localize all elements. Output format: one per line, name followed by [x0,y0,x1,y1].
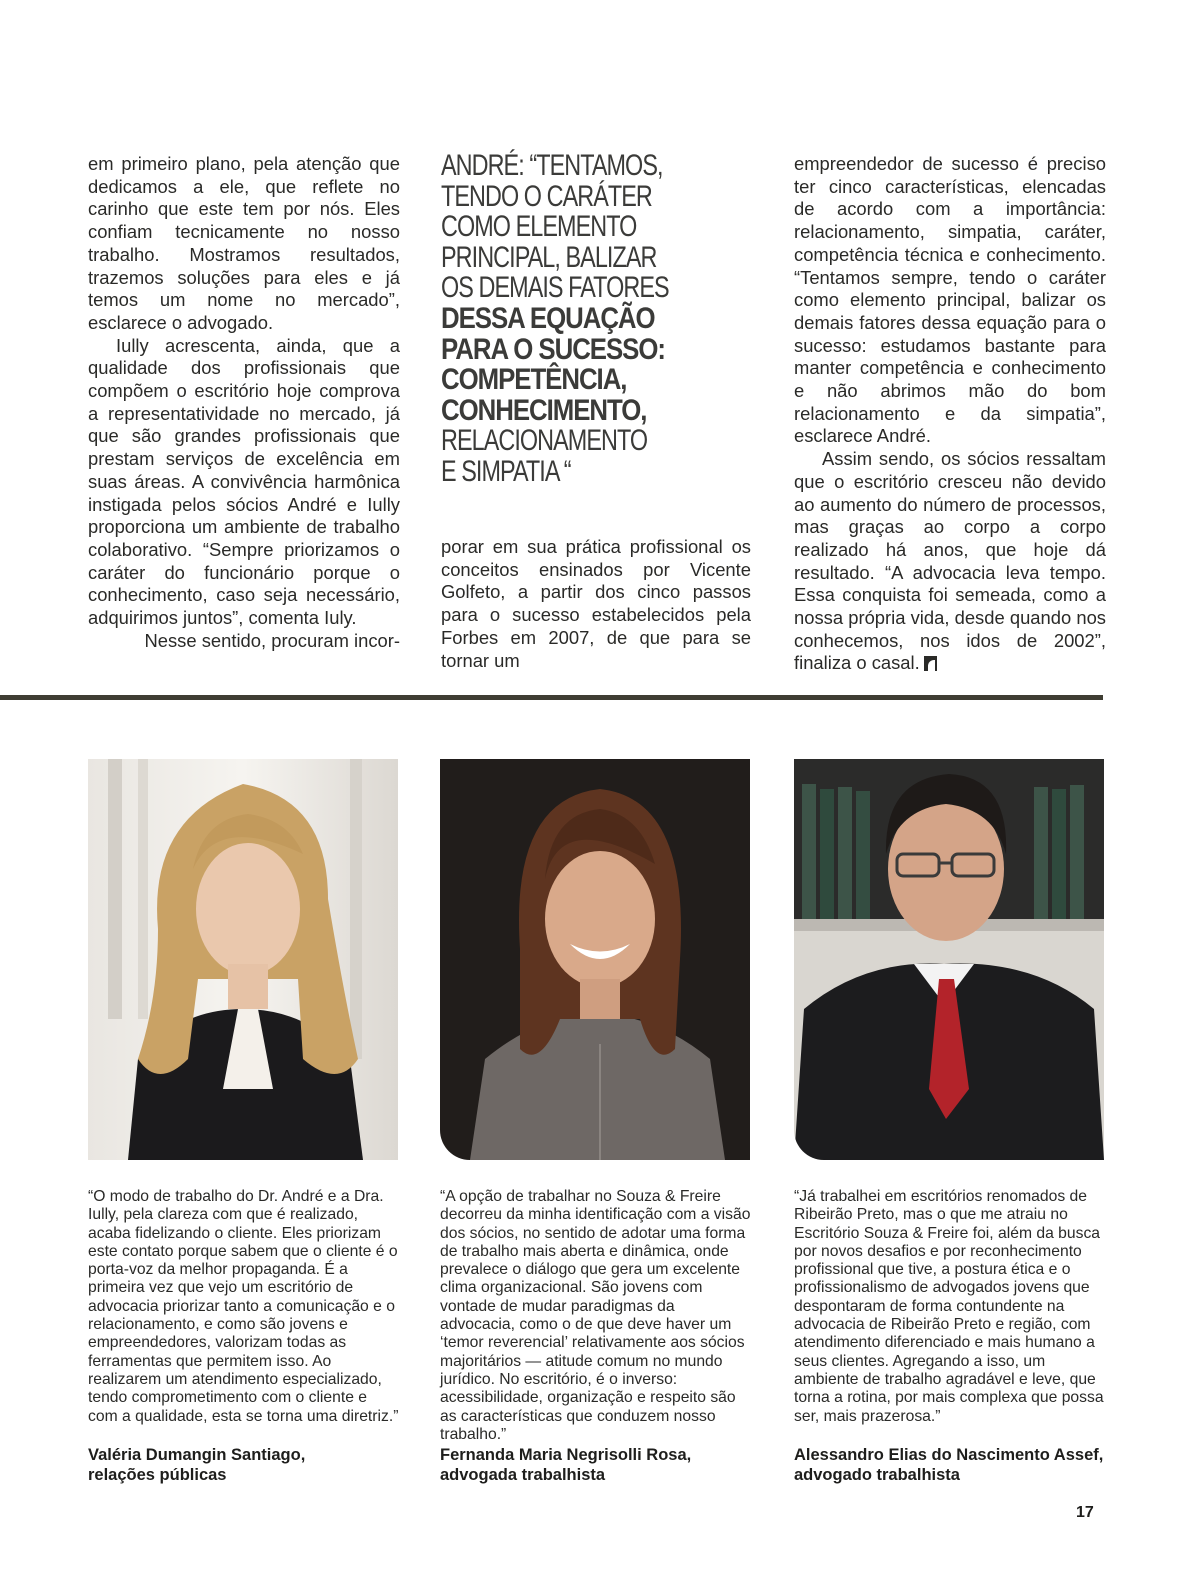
person-role: advogada trabalhista [440,1465,606,1484]
pull-quote-line-bold: COMPETÊNCIA, [441,363,627,397]
pull-quote-line: PRINCIPAL, BALIZAR [441,240,657,274]
paragraph: empreendedor de sucesso é preciso ter cinco características, elencadas de acordo com a importância: relacionamento, simpatia, caráter, competência técnica e conhecimento. “Tentamos sempre, tendo o caráter como elemento principal, balizar os demais fatores dessa equação para o sucesso: estudamos bastante para manter competência e conhecimento e não abrimos mão do bom relacionamento e da simpatia”, esclarece André. [794,153,1106,447]
article-column-1 [88,153,400,652]
portrait-photo-fernanda [440,759,750,1160]
pull-quote-line: E SIMPATIA “ [441,454,571,488]
page-number: 17 [1076,1504,1094,1521]
person-role: relações públicas [88,1465,227,1484]
paragraph-text: Assim sendo, os sócios ressaltam que o escritório cresceu não devido ao aumento do número de processos, mas graças ao corpo a corpo realizado há anos, que hoje dá resultado. “A advocacia leva tempo. Essa conquista foi semeada, como a nossa própria vida, desde quando nos conhecemos, nos idos de 2002”, finaliza o casal. [794,448,1106,674]
pull-quote-line: OS DEMAIS FATORES [441,271,669,305]
person-name: Valéria Dumangin Santiago, [88,1446,306,1464]
pull-quote-line: COMO ELEMENTO [441,210,637,244]
article-column-3 [794,153,1106,675]
person-name: Fernanda Maria Negrisolli Rosa, [440,1446,692,1464]
pull-quote-line-bold: CONHECIMENTO, [441,393,647,427]
pull-quote-line-bold: PARA O SUCESSO: [441,332,665,366]
portrait-photo-valeria [88,759,398,1160]
paragraph: Iully acrescenta, ainda, que a qualidade dos profissionais que compõem o escritório hoje comprova a representatividade no mercado, já que são grandes profissionais que prestam serviços de excelência em suas áreas. A convivência harmônica instigada pelos sócios André e Iully proporciona um ambiente de trabalho colaborativo. “Sempre priorizamos o caráter do funcionário porque o conhecimento, caso seja necessário, adquirimos juntos”, comenta Iuly. [88,334,400,629]
article-column-2 [441,536,751,672]
person-role: advogado trabalhista [794,1465,960,1484]
testimonial-quote: “A opção de trabalhar no Souza & Freire decorreu da minha identificação com a visão dos sócios, no sentido de adotar uma forma de trabalho mais aberta e dinâmica, onde prevalece o diálogo que gera um excelente clima organizacional. São jovens com vontade de mudar paradigmas da advocacia, como o de que deve haver um ‘temor reverencial’ relativamente aos sócios majoritários — atitude comum no mundo jurídico. No escritório, é o inverso: acessibilidade, organização e respeito são as características que conduzem nosso trabalho.” [440,1188,751,1443]
pull-quote [441,151,761,488]
testimonial-signature [88,1446,418,1485]
paragraph: em primeiro plano, pela atenção que dedicamos a ele, que reflete no carinho que este tem por nós. Eles confiam tecnicamente no nosso trabalho. Mostramos resultados, trazemos soluções para eles e já temos um nome no mercado”, esclarece o advogado. [88,153,400,333]
person-name: Alessandro Elias do Nascimento Assef, [794,1446,1104,1464]
pull-quote-line: TENDO O CARÁTER [441,179,652,213]
end-of-article-icon [924,656,937,671]
testimonial-quote: “O modo de trabalho do Dr. André e a Dra. Iully, pela clareza com que é realizado, acaba fidelizando o cliente. Eles priorizam este contato porque sabem que o cliente é o porta-voz da melhor propaganda. É a primeira vez que vejo um escritório de advocacia priorizar tanto a comunicação e o relacionamento, e como são jovens e empreendedores, valorizam todas as ferramentas que permitem isso. Ao realizarem um atendimento especializado, tendo comprometimento com o cliente e com a qualidade, esta se torna uma diretriz.” [88,1188,399,1425]
testimonial-quote: “Já trabalhei em escritórios renomados de Ribeirão Preto, mas o que me atraiu no Escritório Souza & Freire foi, além da busca por novos desafios e por reconhecimento profissional que tive, a postura ética e o profissionalismo de advogados jovens que despontaram de forma contundente na advocacia de Ribeirão Preto e região, com atendimento diferenciado e mais humano a seus clientes. Agregando a isso, um ambiente de trabalho agradável e leve, que torna a rotina, por mais complexa que possa ser, mais prazerosa.” [794,1188,1104,1425]
paragraph [794,448,1106,675]
pull-quote-line-bold: DESSA EQUAÇÃO [441,301,655,335]
section-divider [0,695,1103,700]
pull-quote-line: ANDRÉ: “TENTAMOS, [441,149,663,182]
paragraph: porar em sua prática profissional os conceitos ensinados por Vicente Golfeto, a partir dos cinco passos para o sucesso estabelecidos pela Forbes em 2007, de que para se tornar um [441,536,751,671]
testimonial-signature [794,1446,1124,1485]
testimonial-signature [440,1446,770,1485]
portrait-photo-alessandro [794,759,1104,1160]
paragraph: Nesse sentido, procuram incor- [144,629,400,651]
pull-quote-line: RELACIONAMENTO [441,424,648,458]
